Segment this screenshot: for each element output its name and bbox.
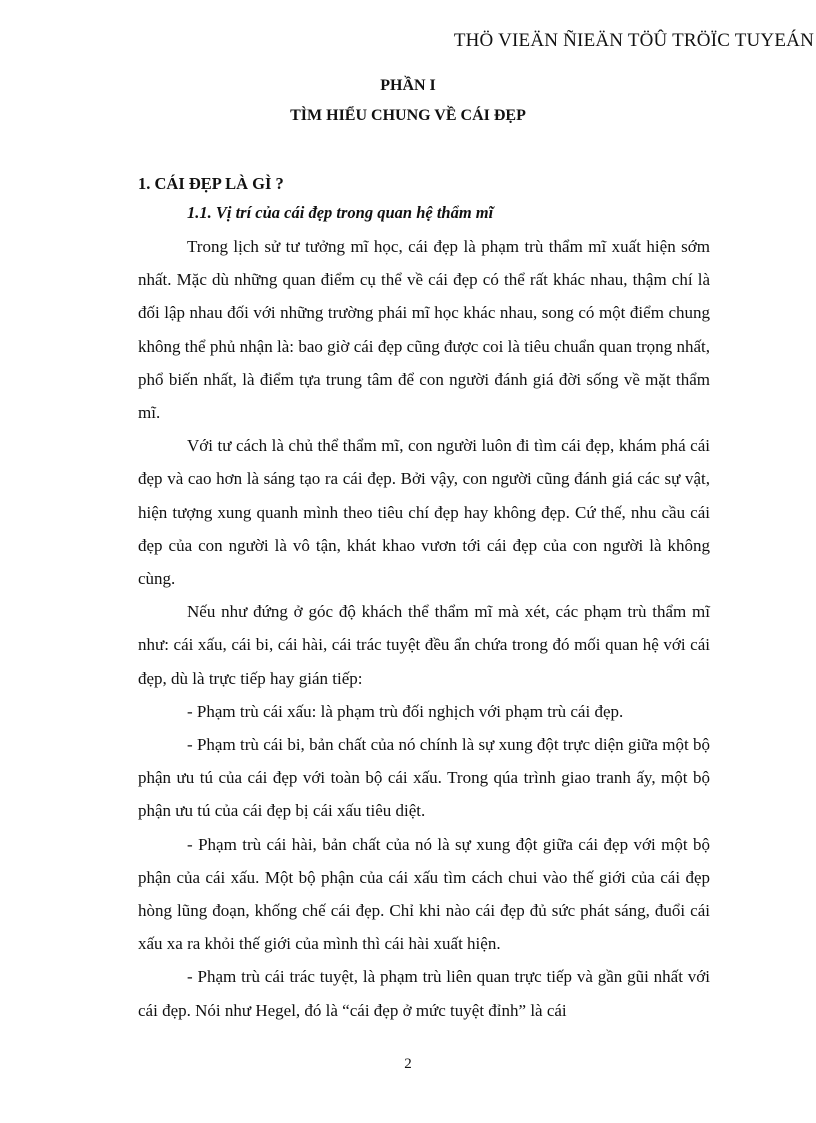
subsection-heading: 1.1. Vị trí của cái đẹp trong quan hệ thẩm mĩ [187, 203, 494, 222]
body-text [138, 230, 710, 1027]
list-item: - Phạm trù cái trác tuyệt, là phạm trù liên quan trực tiếp và gần gũi nhất với cái đẹp. Nói như Hegel, đó là “cái đẹp ở mức tuyệt đỉnh” là cái [138, 967, 710, 1020]
page-number: 2 [404, 1056, 412, 1072]
running-header: THÖ VIEÄN ÑIEÄN TÖÛ TRÖÏC TUYEÁN [453, 30, 814, 51]
list-item: - Phạm trù cái hài, bản chất của nó là sự xung đột giữa cái đẹp với một bộ phận của cái xấu. Một bộ phận của cái xấu tìm cách chui vào thế giới của cái đẹp hòng lũng đoạn, khống chế cái đẹp. Chỉ khi nào cái đẹp đủ sức phát sáng, đuổi cái xấu xa ra khỏi thế giới của mình thì cái hài xuất hiện. [138, 834, 710, 954]
section-heading: 1. CÁI ĐẸP LÀ GÌ ? [138, 174, 284, 193]
paragraph: Với tư cách là chủ thể thẩm mĩ, con người luôn đi tìm cái đẹp, khám phá cái đẹp và cao hơn là sáng tạo ra cái đẹp. Bởi vậy, con người cũng đánh giá các sự vật, hiện tượng xung quanh mình theo tiêu chí đẹp hay không đẹp. Cứ thế, nhu cầu cái đẹp của con người là vô tận, khát khao vươn tới cái đẹp của con người là không cùng. [138, 436, 710, 589]
list-item: - Phạm trù cái xấu: là phạm trù đối nghịch với phạm trù cái đẹp. [187, 701, 624, 721]
list-item: - Phạm trù cái bi, bản chất của nó chính là sự xung đột trực diện giữa một bộ phận ưu tú của cái đẹp với toàn bộ cái xấu. Trong qúa trình giao tranh ấy, một bộ phận ưu tú của cái đẹp bị cái xấu tiêu diệt. [138, 735, 710, 821]
part-label: PHẦN I [380, 77, 436, 94]
paragraph: Trong lịch sử tư tưởng mĩ học, cái đẹp là phạm trù thẩm mĩ xuất hiện sớm nhất. Mặc dù những quan điểm cụ thể về cái đẹp có thể rất khác nhau, thậm chí là đối lập nhau đối với những trường phái mĩ học khác nhau, song có một điểm chung không thể phủ nhận là: bao giờ cái đẹp cũng được coi là tiêu chuẩn quan trọng nhất, phổ biến nhất, là điểm tựa trung tâm để con người đánh giá đời sống về mặt thẩm mĩ. [138, 237, 710, 423]
part-title: TÌM HIỂU CHUNG VỀ CÁI ĐẸP [290, 107, 526, 124]
paragraph: Nếu như đứng ở góc độ khách thể thẩm mĩ mà xét, các phạm trù thẩm mĩ như: cái xấu, cái bi, cái hài, cái trác tuyệt đều ẩn chứa trong đó mối quan hệ với cái đẹp, dù là trực tiếp hay gián tiếp: [138, 602, 710, 688]
